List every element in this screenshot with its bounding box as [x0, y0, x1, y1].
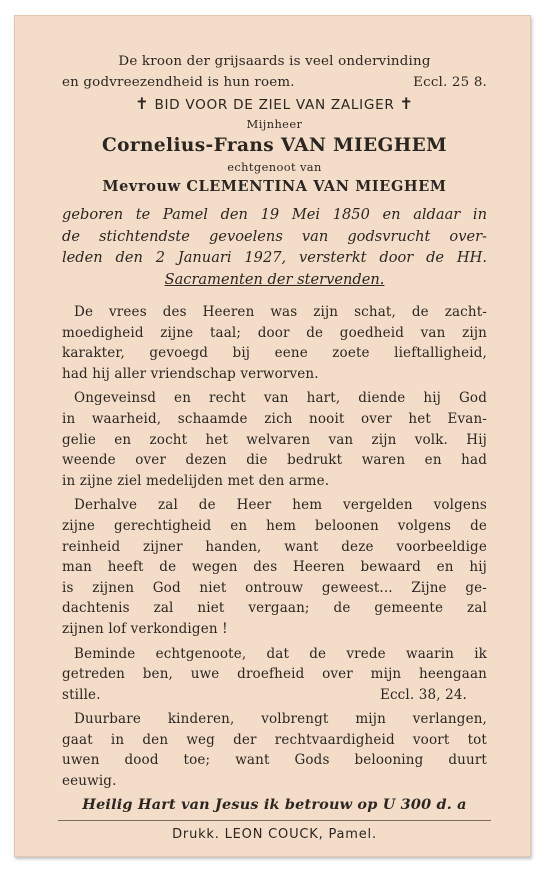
quote-reference: Eccl. 25 8. — [413, 75, 487, 90]
title-label: Mijnheer — [246, 117, 303, 131]
text-line: zijnen lof verkondigen ! — [62, 620, 228, 637]
closing-prayer: Heilig Hart van Jesus ik betrouw op U 300 d. a — [82, 795, 467, 813]
text-line-last — [62, 685, 487, 706]
spouse-label: echtgenoot van — [227, 160, 322, 174]
text-line: gelie en zocht het welvaren van zijn volk. Hij — [62, 431, 487, 448]
prayer-request-text: BID VOOR DE ZIEL VAN ZALIGER — [154, 97, 395, 113]
quote-line-2-text: en godvreezendheid is hun roem. — [62, 75, 295, 90]
text-line: weende over dezen die bedrukt waren en had — [62, 452, 487, 469]
bio-line: leden den 2 Januari 1927, versterkt door de HH. — [62, 249, 487, 266]
deceased-name: Cornelius-Frans VAN MIEGHEM — [102, 135, 447, 156]
printer-credit: Drukk. LEON COUCK, Pamel. — [172, 826, 377, 842]
bio-line: de stichtendste gevoelens van godsvrucht over- — [62, 227, 487, 245]
text-line: uwen dood toe; want Gods belooning duurt — [62, 752, 487, 769]
text-line: dachtenis zal niet vergaan; de gemeente zal — [62, 600, 487, 617]
text-line: eeuwig. — [62, 773, 117, 790]
text-line: De vrees des Heeren was zijn schat, de zacht- — [74, 304, 487, 320]
text-line: in zijne ziel medelijden met den arme. — [62, 472, 330, 489]
quote-line-2 — [62, 72, 487, 93]
scripture-quote — [62, 51, 487, 93]
prayer-request — [62, 93, 487, 116]
paragraph-3 — [62, 495, 487, 639]
quote-line-1: De kroon der grijsaards is veel ondervinding — [118, 54, 431, 69]
cross-icon-left: ✝ — [135, 94, 150, 113]
text-line: Beminde echtgenoote, dat de vrede waarin ik — [74, 645, 487, 662]
biography — [62, 204, 487, 290]
bio-line-text: Sacramenten der stervenden. — [164, 270, 385, 288]
text-line: Derhalve zal de Heer hem vergelden volgens — [74, 497, 487, 514]
bio-line: geboren te Pamel den 19 Mei 1850 en aldaar in — [62, 206, 487, 223]
text-line: Duurbare kinderen, volbrengt mijn verlangen, — [74, 711, 487, 728]
text-line: man heeft de wegen des Heeren bewaard en hij — [62, 559, 487, 576]
text-line: Ongeveinsd en recht van hart, diende hij God — [74, 390, 487, 407]
paragraph-4 — [62, 644, 487, 706]
text-line: in waarheid, schaamde zich nooit over het Evan- — [62, 410, 487, 427]
text-line: reinheid zijner handen, want deze voorbeeldige — [62, 538, 487, 555]
text-line: getreden ben, uwe droefheid over mijn heengaan — [62, 666, 487, 683]
text-line-text: stille. — [62, 686, 101, 703]
paragraph-2 — [62, 388, 487, 491]
text-line: moedigheid zijne taal; door de goedheid van zijn — [62, 324, 487, 341]
memorial-card — [14, 15, 531, 857]
cross-icon-right: ✝ — [399, 94, 414, 113]
divider — [58, 820, 491, 821]
spouse-name: Mevrouw CLEMENTINA VAN MIEGHEM — [102, 178, 447, 195]
text-line: karakter, gevoegd bij eene zoete lieftalligheid, — [62, 345, 487, 362]
ecclesiasticus-reference: Eccl. 38, 24. — [379, 686, 467, 703]
text-line: is zijnen God niet ontrouw geweest... Zijne ge- — [62, 579, 487, 596]
text-line: had hij aller vriendschap verworven. — [62, 365, 319, 382]
bio-line-last — [62, 269, 487, 291]
text-line: gaat in den weg der rechtvaardigheid voort tot — [62, 731, 487, 748]
paragraph-1 — [62, 302, 487, 384]
paragraph-5 — [62, 709, 487, 791]
text-line: zijne gerechtigheid en hem beloonen volgens de — [62, 517, 487, 534]
